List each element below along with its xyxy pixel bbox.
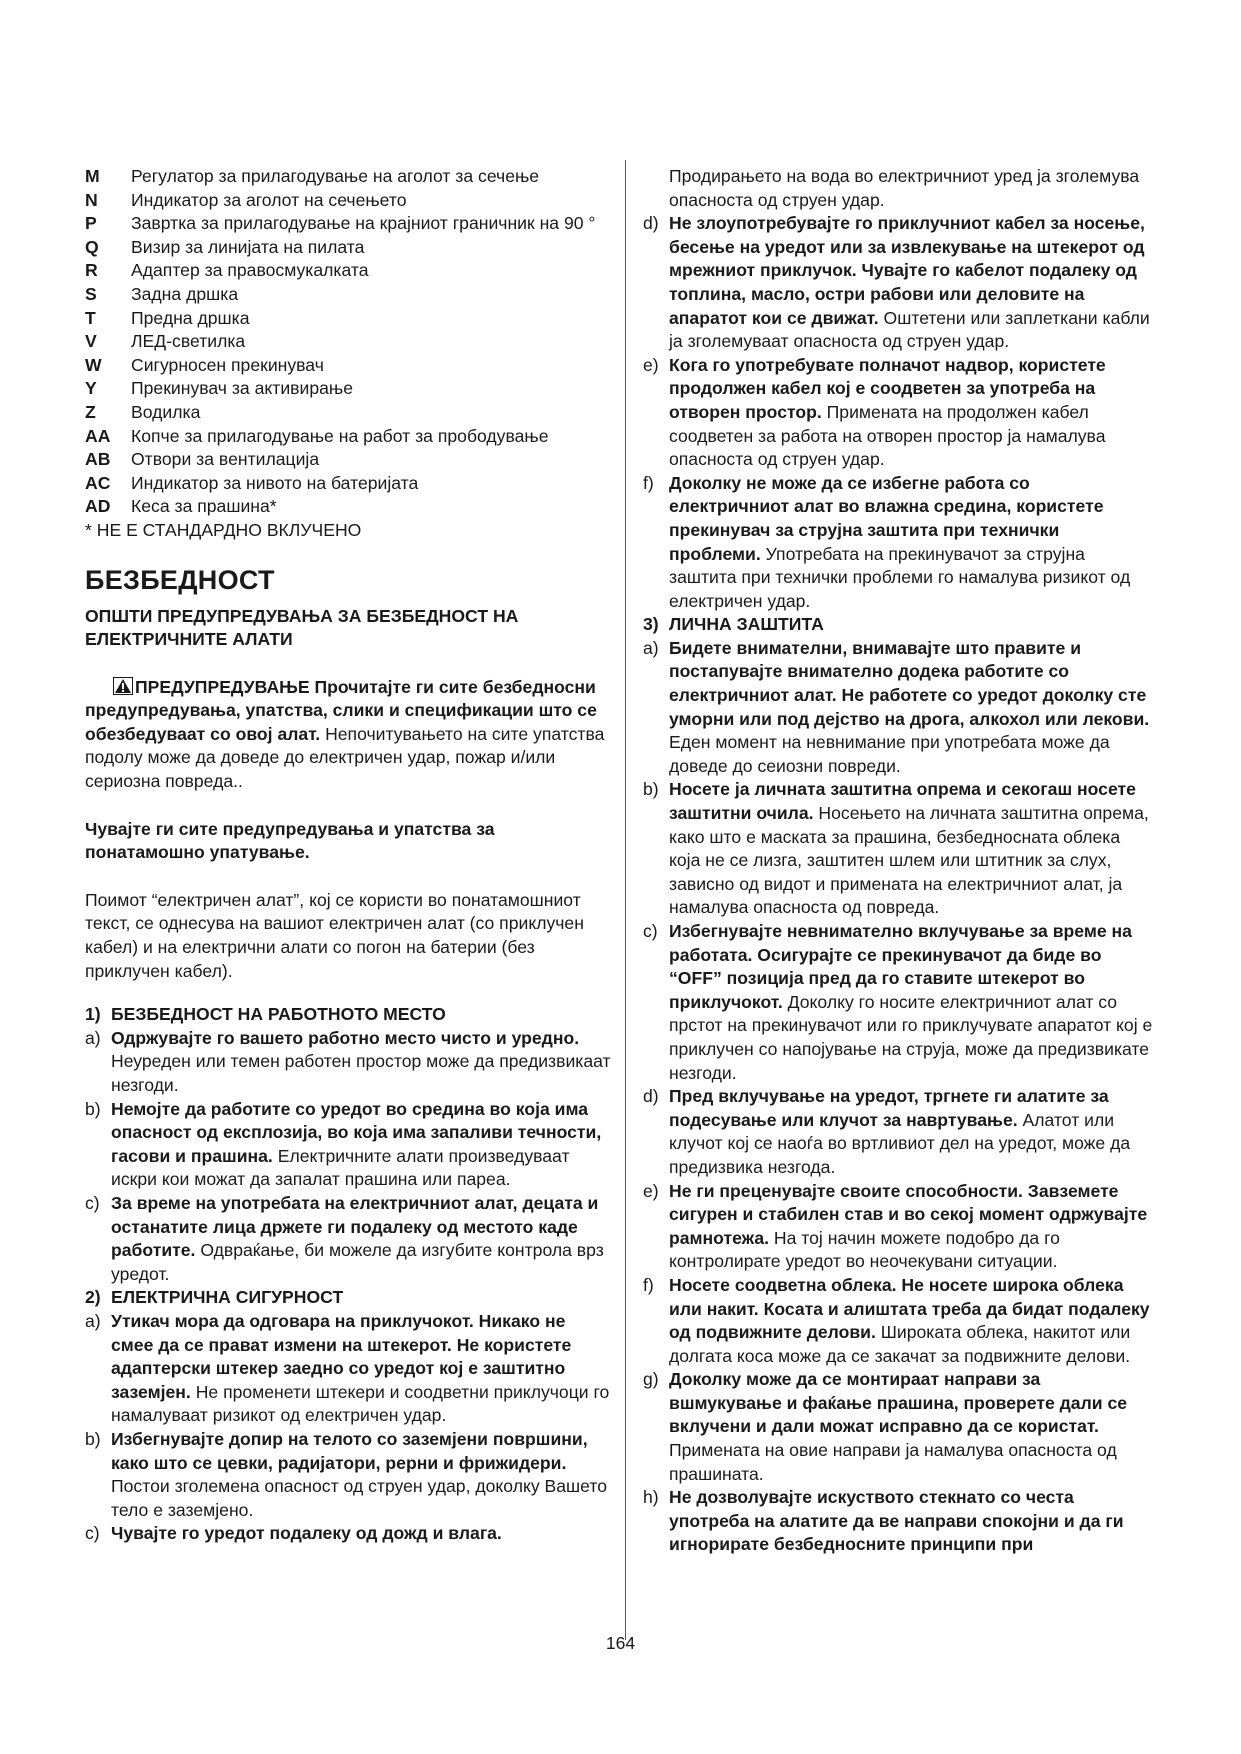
legend-key: AB xyxy=(85,449,111,470)
item-label: d) xyxy=(643,1086,659,1107)
legend-key: P xyxy=(85,213,97,234)
legend-item xyxy=(85,495,611,519)
section-1-heading: 1) БЕЗБЕДНОСТ НА РАБОТНОТО МЕСТО xyxy=(85,1004,446,1025)
column-divider xyxy=(625,160,626,1640)
legend-item xyxy=(85,283,611,307)
item-normal-text: Широката облека, накитот или долгата коса може да се закачат за подвижните делови. xyxy=(669,1322,1131,1366)
item-text xyxy=(111,1522,611,1546)
legend-text: Копче за прилагодување на работ за прободување xyxy=(131,425,549,446)
warning-triangle-icon xyxy=(113,677,133,695)
item-text xyxy=(669,1486,1153,1557)
item-bold-text: Доколку може да се монтираат направи за вшмукување и фаќање прашина, проверете дали се вклучени и дали можат исправно да се користат. xyxy=(669,1369,1128,1437)
legend-key: S xyxy=(85,283,97,304)
section-2-heading: 2) ЕЛЕКТРИЧНА СИГУРНОСТ xyxy=(85,1287,344,1308)
item-bold-text: Избегнувајте допир на телото со заземјени површини, како што се цевки, радијатори, рерни и фрижидери. xyxy=(111,1428,588,1473)
legend-item xyxy=(85,401,611,425)
item-text xyxy=(669,1180,1153,1274)
list-item xyxy=(85,1310,611,1428)
legend-key: AA xyxy=(85,425,111,446)
item-normal-text: Алатот или клучот кој се наоѓа во вртливиот дел на уредот, може да предизвика незгода. xyxy=(669,1109,1131,1177)
legend-key: T xyxy=(85,307,96,328)
item-label: c) xyxy=(85,1523,100,1544)
legend-text: Индикатор за нивото на батеријата xyxy=(131,472,419,493)
legend-text: Сигурносен прекинувач xyxy=(131,354,324,375)
legend-note: * НЕ Е СТАНДАРДНО ВКЛУЧЕНО xyxy=(85,519,362,540)
item-text xyxy=(669,212,1153,354)
item-bold-text: Носете ја личната заштитна опрема и секогаш носете заштитни очила. xyxy=(669,779,1136,824)
keep-instructions: Чувајте ги сите предупредувања и упатства за понатамошно упатување. xyxy=(85,818,495,863)
legend-key: N xyxy=(85,189,98,210)
item-text xyxy=(669,1274,1153,1368)
item-bold-text: Бидете внимателни, внимавајте што правите и постапувајте внимателно додека работите со електричниот алат. Не работете со уредот доколку сте уморни или под дејство на дрога, алкохол или лекови. xyxy=(669,637,1150,729)
list-item xyxy=(643,778,1153,920)
item-bold-text: Немојте да работите со уредот во средина во која има опасност од експлозија, во која има запаливи течности, гасови и прашина. xyxy=(111,1098,602,1166)
legend-item xyxy=(85,472,611,496)
list-item xyxy=(643,920,1153,1085)
item-bold-text: Утикач мора да одговара на приклучокот. Никако не смее да се прават измени на штекерот. Не користете адаптерски штекер заедно со уредот кој е заштитно заземјен. xyxy=(111,1310,572,1402)
legend-text: Кеса за прашина* xyxy=(131,496,277,517)
legend-item xyxy=(85,307,611,331)
list-item xyxy=(85,1192,611,1286)
item-label: e) xyxy=(643,354,659,375)
item-text xyxy=(669,637,1153,779)
item-normal-text: Одвраќање, би можеле да изгубите контрола врз уредот. xyxy=(111,1240,604,1284)
legend-item xyxy=(85,189,611,213)
item-normal-text: Електричните алати произведуваат искри кои можат да запалат прашина или пареа. xyxy=(111,1145,570,1190)
warning-paragraph xyxy=(85,676,611,794)
item-normal-text: Употребата на прекинувачот за струјна заштита при технички проблеми го намалува ризикот од електричен удар. xyxy=(669,543,1131,611)
item-label: g) xyxy=(643,1369,659,1390)
section-2-list-continued xyxy=(643,212,1153,613)
list-item xyxy=(643,1486,1153,1557)
legend-item xyxy=(85,330,611,354)
legend-text: ЛЕД-светилка xyxy=(131,331,246,352)
item-bold-text: Не ги преценувајте своите способности. Завземете сигурен и стабилен став и во секој момент одржувајте рамнотежа. xyxy=(669,1180,1148,1248)
list-item xyxy=(85,1027,611,1098)
item-text xyxy=(669,354,1153,472)
legend-item xyxy=(85,236,611,260)
item-bold-text: Кога го употребувате полначот надвор, користете продолжен кабел кој е соодветен за употреба на отворен простор. xyxy=(669,354,1106,422)
item-bold-text: Носете соодветна облека. Не носете широка облека или накит. Косата и алиштата треба да бидат подалеку од подвижните делови. xyxy=(669,1274,1150,1343)
legend-text: Индикатор за аголот на сечењето xyxy=(131,189,407,210)
legend-key: V xyxy=(85,331,97,352)
item-text xyxy=(111,1098,611,1192)
legend-item xyxy=(85,212,611,236)
item-text xyxy=(111,1310,611,1428)
legend-key: Q xyxy=(85,236,99,257)
list-item xyxy=(643,1274,1153,1368)
page-number: 164 xyxy=(605,1633,636,1653)
item-normal-text: На тој начин можете подобро да го контролирате уредот во неочекувани ситуации. xyxy=(669,1227,1060,1272)
legend-key: R xyxy=(85,260,98,281)
warning-normal-text: Непочитувањето на сите упатства подолу може да доведе до електричен удар, пожар и/или сериозна повреда.. xyxy=(85,723,605,792)
item-label: a) xyxy=(643,637,659,658)
item-bold-text: Не дозволувајте искуството стекнато со честа употреба на алатите да ве направи спокојни и да ги игнорирате безбедносните принципи при xyxy=(669,1487,1124,1555)
list-item xyxy=(643,1180,1153,1274)
legend-key: Y xyxy=(85,378,97,399)
section-subtitle: ОПШТИ ПРЕДУПРЕДУВАЊА ЗА БЕЗБЕДНОСТ НА ЕЛЕКТРИЧНИТЕ АЛАТИ xyxy=(85,605,519,650)
item-bold-text: Доколку не може да се избегне работа со електричниот алат во влажна средина, користете прекинувач за струјна заштита при технички проблеми. xyxy=(669,472,1104,564)
item-bold-text: Одржувајте го вашето работно место чисто и уредно. xyxy=(111,1027,580,1048)
right-column xyxy=(643,165,1153,1557)
legend-key: Z xyxy=(85,401,96,422)
item-normal-text: Примената на овие направи ја намалува опасноста од прашината. xyxy=(669,1440,1117,1484)
warning-bold-text: Прочитајте ги сите безбедносни предупредувања, упатства, слики и спецификации што се обезбедуваат со овој алат. xyxy=(85,676,597,744)
item-normal-text: Примената на продолжен кабел соодветен за работа на отворен простор ја намалува опасноста од струен удар. xyxy=(669,401,1106,470)
left-column xyxy=(85,165,611,1546)
legend-item xyxy=(85,354,611,378)
item-normal-text: Оштетени или заплеткани кабли ја зголемуваат опасноста од струен удар. xyxy=(669,307,1150,352)
list-item xyxy=(85,1428,611,1522)
legend-text: Завртка за прилагодување на крајниот граничник на 90 ° xyxy=(131,213,596,234)
legend-text: Адаптер за правосмукалката xyxy=(131,260,369,281)
item-text xyxy=(669,1085,1153,1179)
item-normal-text: Носењето на личната заштитна опрема, како што е маската за прашина, безбедносната облека која не се лизга, заштитен шлем или штитник за слух, зависно од видот и примената на електричниот алат, ја намалува опасноста од повреда. xyxy=(669,803,1149,918)
list-item xyxy=(643,637,1153,779)
item-label: a) xyxy=(85,1027,101,1048)
item-text xyxy=(111,1027,611,1098)
legend-item xyxy=(85,259,611,283)
item-label: c) xyxy=(85,1192,100,1213)
item-normal-text: Доколку го носите електричниот алат со прстот на прекинувачот или го приклучувате апаратот кој е приклучен со напојување на струја, може да предизвикате незгоди. xyxy=(669,991,1153,1083)
item-normal-text: Постои зголемена опасност од струен удар, доколку Вашето тело е заземјено. xyxy=(111,1476,608,1520)
section-1-list xyxy=(85,1027,611,1287)
item-bold-text: Избегнувајте невнимателно вклучување за време на работата. Осигурајте се прекинувачот да биде во “OFF” позиција пред да го ставите штекерот во приклучокот. xyxy=(669,921,1132,1012)
definition-paragraph: Поимот “електричен алат”, кој се користи во понатамошниот текст, се однесува на вашиот електричен алат (со приклучен кабел) и на електрични алати со погон на батерии (без приклучен кабел). xyxy=(85,889,584,981)
item-label: d) xyxy=(643,213,659,234)
section-title: БЕЗБЕДНОСТ xyxy=(85,564,275,595)
item-label: f) xyxy=(643,1274,654,1295)
legend-key: W xyxy=(85,354,102,375)
item-normal-text: Неуреден или темен работен простор може да предизвикаат незгоди. xyxy=(111,1051,611,1095)
legend-item xyxy=(85,425,611,449)
legend-key: AC xyxy=(85,472,111,493)
section-3-list xyxy=(643,637,1153,1557)
item-bold-text: Не злоупотребувајте го приклучниот кабел за носење, бесење на уредот или за извлекување на штекерот од мрежниот приклучок. Чувајте го кабелот подалеку од топлина, масло, остри рабови или деловите на апаратот кои се движат. xyxy=(669,213,1145,328)
item-label: h) xyxy=(643,1487,659,1508)
warning-label: ПРЕДУПРЕДУВАЊЕ xyxy=(135,676,310,697)
legend-text: Прекинувач за активирање xyxy=(131,378,353,399)
list-item xyxy=(85,1098,611,1192)
section-2-continuation: Продирањето на вода во електричниот уред ја зголемува опасноста од струен удар. xyxy=(669,166,1140,210)
section-2-list xyxy=(85,1310,611,1546)
legend-text: Регулатор за прилагодување на аголот за сечење xyxy=(131,166,540,186)
list-item xyxy=(643,1368,1153,1486)
item-bold-text: Пред вклучување на уредот, тргнете ги алатите за подесување или клучот за навртување. xyxy=(669,1086,1109,1130)
item-bold-text: За време на употребата на електричниот алат, децата и останатите лица држете ги подалеку од местото каде работите. xyxy=(111,1192,599,1261)
item-label: b) xyxy=(85,1098,101,1119)
list-item xyxy=(643,212,1153,354)
legend-item xyxy=(85,448,611,472)
legend-text: Отвори за вентилација xyxy=(131,449,320,470)
legend-text: Водилка xyxy=(131,401,201,422)
item-text xyxy=(669,778,1153,920)
item-label: e) xyxy=(643,1180,659,1201)
item-text xyxy=(111,1192,611,1286)
item-normal-text: Еден момент на невнимание при употребата може да доведе до сеиозни повреди. xyxy=(669,732,1110,776)
item-label: f) xyxy=(643,472,654,493)
legend-text: Задна дршка xyxy=(131,283,239,304)
item-text xyxy=(669,1368,1153,1486)
item-label: a) xyxy=(85,1310,101,1331)
parts-legend xyxy=(85,165,611,519)
list-item xyxy=(643,1085,1153,1179)
section-3-heading: 3) ЛИЧНА ЗАШТИТА xyxy=(643,614,824,635)
item-label: b) xyxy=(85,1428,101,1449)
list-item xyxy=(85,1522,611,1546)
item-bold-text: Чувајте го уредот подалеку од дожд и влага. xyxy=(111,1523,502,1544)
legend-key: AD xyxy=(85,496,111,517)
legend-key: M xyxy=(85,166,100,186)
item-label: c) xyxy=(643,921,658,941)
item-text xyxy=(669,920,1153,1085)
list-item xyxy=(643,472,1153,614)
legend-text: Визир за линијата на пилата xyxy=(131,236,365,257)
item-text xyxy=(111,1428,611,1522)
legend-item xyxy=(85,377,611,401)
legend-item xyxy=(85,165,611,189)
list-item xyxy=(643,354,1153,472)
item-text xyxy=(669,472,1153,614)
item-label: b) xyxy=(643,779,659,800)
legend-text: Предна дршка xyxy=(131,307,250,328)
item-normal-text: Не променети штекери и соодветни приклучоци го намалуваат ризикот од електричен удар. xyxy=(111,1381,610,1426)
